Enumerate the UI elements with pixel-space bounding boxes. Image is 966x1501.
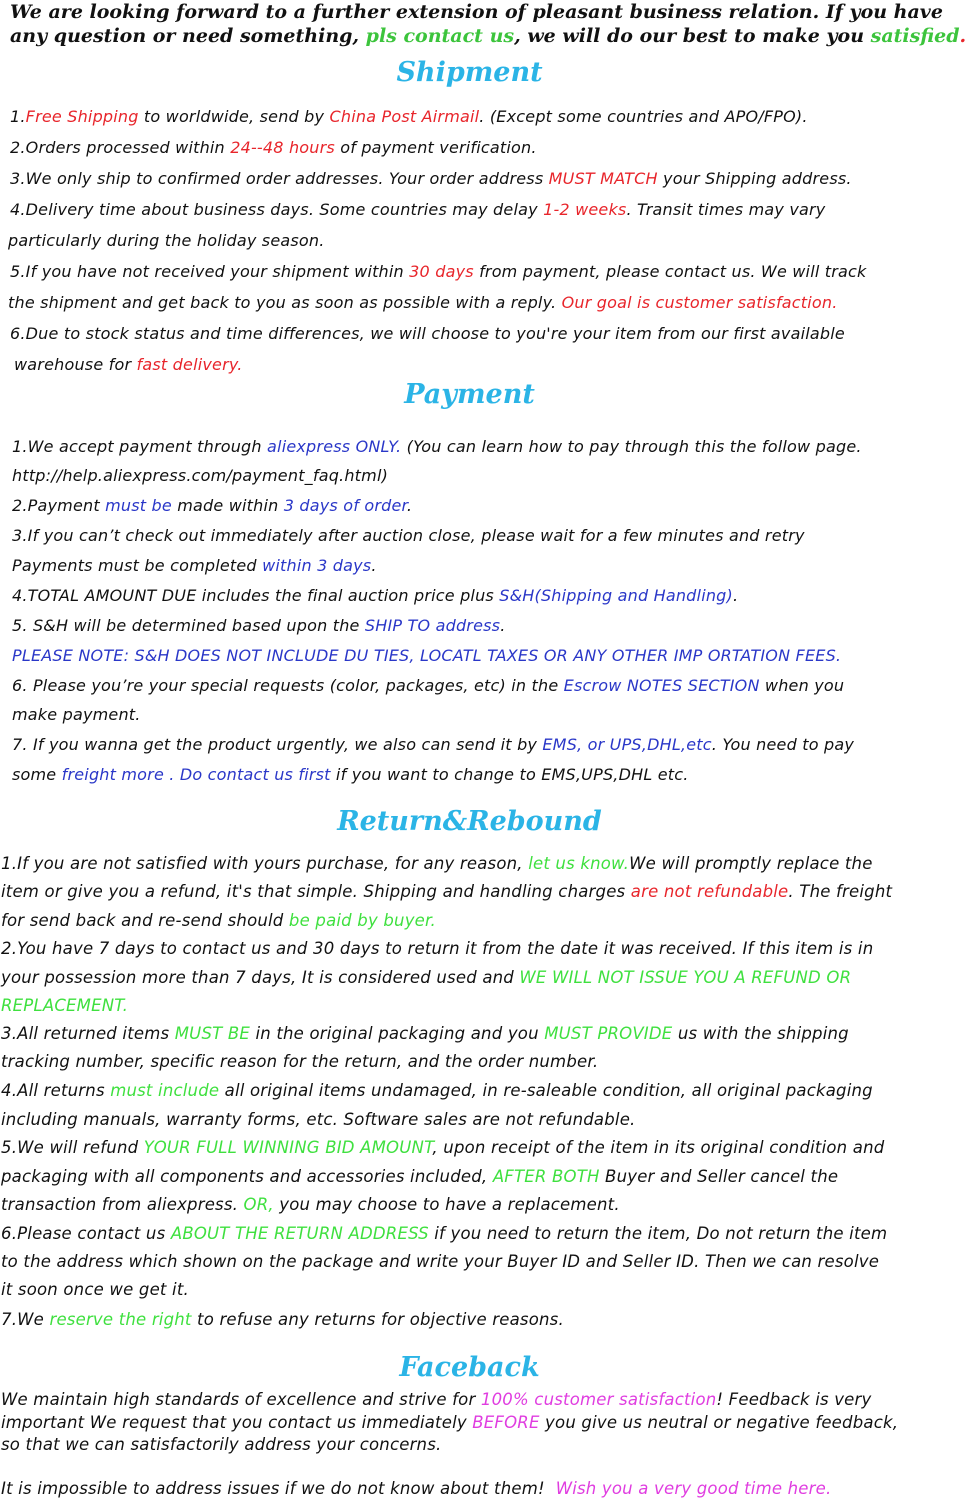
- text-segment: 4.Delivery time about business days. Some countries may delay: [10, 200, 544, 219]
- text-segment: 30 days: [409, 262, 474, 281]
- text-segment: 5.If you have not received your shipment within: [10, 262, 410, 281]
- return-line: [1, 1048, 598, 1077]
- text-segment: We will promptly replace the: [629, 854, 873, 873]
- text-segment: if you need to return the item, Do not return the item: [428, 1224, 888, 1243]
- text-segment: 4.All returns: [1, 1081, 111, 1100]
- text-segment: (You can learn how to pay through this the follow page.: [401, 437, 862, 456]
- text-segment: reserve the right: [49, 1310, 192, 1329]
- text-segment: must be: [105, 496, 172, 515]
- text-segment: , we will do our best to make you: [514, 25, 871, 47]
- text-segment: are not refundable: [630, 882, 789, 901]
- return-line: [1, 1306, 564, 1335]
- text-segment: to worldwide, send by: [138, 107, 330, 126]
- payment-line: [12, 671, 844, 701]
- text-segment: BEFORE: [472, 1413, 540, 1432]
- text-segment: , upon receipt of the item in its original condition and: [432, 1138, 885, 1157]
- text-segment: Free Shipping: [25, 107, 139, 126]
- return-line: [1, 1077, 873, 1106]
- text-segment: aliexpress ONLY.: [267, 437, 402, 456]
- text-segment: MUST BE: [174, 1024, 251, 1043]
- shipment-line: [10, 133, 537, 163]
- text-segment: S&H(Shipping and Handling): [499, 586, 733, 605]
- text-segment: make payment.: [12, 705, 141, 724]
- text-segment: including manuals, warranty forms, etc. Software sales are not refundable.: [1, 1110, 636, 1129]
- text-segment: within 3 days: [262, 556, 372, 575]
- text-segment: 2.Orders processed within: [10, 138, 231, 157]
- text-segment: must include: [110, 1081, 220, 1100]
- text-segment: 1.: [10, 107, 26, 126]
- text-segment: to the address which shown on the package and write your Buyer ID and Seller ID. Then we can resolve: [1, 1252, 880, 1271]
- text-segment: ABOUT THE RETURN ADDRESS: [170, 1224, 429, 1243]
- text-segment: .: [732, 586, 739, 605]
- text-segment: item or give you a refund, it's that simple. Shipping and handling charges: [1, 882, 631, 901]
- text-segment: 100% customer satisfaction: [480, 1390, 717, 1409]
- return-line: [1, 1163, 838, 1192]
- text-segment: .: [959, 25, 966, 47]
- shipment-line: [14, 350, 243, 380]
- text-segment: important We request that you contact us immediately: [1, 1413, 473, 1432]
- text-segment: .: [371, 556, 377, 575]
- text-segment: so that we can satisfactorily address your concerns.: [1, 1435, 442, 1454]
- payment-line: [12, 581, 738, 611]
- feedback-closing: [1, 1478, 831, 1501]
- text-segment: http://help.aliexpress.com/payment_faq.html): [12, 466, 389, 485]
- shipment-heading: Shipment: [396, 57, 543, 88]
- text-segment: 3.If you can’t check out immediately after auction close, please wait for a few minutes and retry: [12, 526, 805, 545]
- text-segment: it soon once we get it.: [1, 1280, 189, 1299]
- text-segment: .: [406, 496, 413, 515]
- payment-line: [12, 641, 841, 671]
- text-segment: your possession more than 7 days, It is considered used and: [1, 968, 520, 987]
- text-segment: Payments must be completed: [12, 556, 263, 575]
- text-segment: packaging with all components and accessories included,: [1, 1167, 493, 1186]
- return-line: [1, 1020, 849, 1049]
- text-segment: any question or need something,: [10, 25, 366, 47]
- payment-line: [12, 432, 862, 462]
- text-segment: Our goal is customer satisfaction.: [561, 293, 838, 312]
- text-segment: transaction from aliexpress.: [1, 1195, 244, 1214]
- return-line: [1, 907, 436, 936]
- return-line: [1, 1248, 879, 1277]
- text-segment: fast delivery.: [136, 355, 243, 374]
- text-segment: 2.Payment: [12, 496, 106, 515]
- return-line: [1, 1106, 636, 1135]
- text-segment: 1.If you are not satisfied with yours purchase, for any reason,: [1, 854, 529, 873]
- text-segment: EMS, or UPS,DHL,etc: [542, 735, 712, 754]
- text-segment: satisfied: [870, 25, 960, 47]
- text-segment: We maintain high standards of excellence and strive for: [1, 1390, 481, 1409]
- text-segment: warehouse for: [14, 355, 137, 374]
- text-segment: AFTER BOTH: [492, 1167, 600, 1186]
- text-segment: freight more . Do contact us first: [61, 765, 331, 784]
- text-segment: China Post Airmail: [329, 107, 480, 126]
- payment-line: [12, 461, 388, 491]
- payment-line: [12, 760, 689, 790]
- text-segment: us with the shipping: [672, 1024, 849, 1043]
- return-line: [1, 1276, 189, 1305]
- text-segment: 3.We only ship to confirmed order addresses. Your order address: [10, 169, 549, 188]
- shipment-line: [8, 288, 838, 318]
- text-segment: 1.We accept payment through: [12, 437, 268, 456]
- text-segment: 6.Due to stock status and time differences, we will choose to you're your item from our first available: [10, 324, 845, 343]
- shipment-line: [10, 102, 808, 132]
- text-segment: you may choose to have a replacement.: [273, 1195, 620, 1214]
- shipment-line: [8, 226, 325, 256]
- text-segment: your Shipping address.: [657, 169, 852, 188]
- text-segment: . (Except some countries and APO/FPO).: [479, 107, 808, 126]
- text-segment: 5.We will refund: [1, 1138, 144, 1157]
- text-segment: some: [12, 765, 62, 784]
- payment-line: [12, 551, 377, 581]
- text-segment: Buyer and Seller cancel the: [599, 1167, 839, 1186]
- text-segment: Wish you a very good time here.: [555, 1479, 832, 1498]
- return-line: [1, 1191, 620, 1220]
- text-segment: SHIP TO address: [364, 616, 501, 635]
- intro-text: [10, 0, 966, 48]
- text-segment: . The freight: [788, 882, 893, 901]
- text-segment: the shipment and get back to you as soon as possible with a reply.: [8, 293, 562, 312]
- payment-line: [12, 521, 805, 551]
- text-segment: ! Feedback is very: [716, 1390, 872, 1409]
- text-segment: MUST MATCH: [548, 169, 658, 188]
- return-line: [1, 1220, 887, 1249]
- return-line: [1, 935, 873, 964]
- shipment-line: [10, 195, 825, 225]
- text-segment: 7.We: [1, 1310, 50, 1329]
- intro-line: [10, 0, 943, 24]
- feedback-heading: Faceback: [399, 1352, 540, 1383]
- text-segment: of payment verification.: [334, 138, 537, 157]
- return-line: [1, 878, 892, 907]
- text-segment: 4.TOTAL AMOUNT DUE includes the final auction price plus: [12, 586, 500, 605]
- text-segment: you give us neutral or negative feedback,: [539, 1413, 899, 1432]
- text-segment: MUST PROVIDE: [544, 1024, 673, 1043]
- text-segment: 2.You have 7 days to contact us and 30 days to return it from the date it was received. If this item is in: [1, 939, 874, 958]
- text-segment: .: [500, 616, 506, 635]
- feedback-line: [1, 1434, 441, 1457]
- text-segment: let us know.: [528, 854, 630, 873]
- text-segment: when you: [759, 676, 845, 695]
- text-segment: . Transit times may vary: [626, 200, 826, 219]
- text-segment: WE WILL NOT ISSUE YOU A REFUND OR: [519, 968, 852, 987]
- text-segment: We are looking forward to a further extension of pleasant business relation. If you have: [10, 1, 943, 23]
- text-segment: REPLACEMENT.: [1, 996, 129, 1015]
- return-line: [1, 850, 873, 879]
- text-segment: made within: [171, 496, 284, 515]
- text-segment: all original items undamaged, in re-saleable condition, all original packaging: [219, 1081, 873, 1100]
- text-segment: tracking number, specific reason for the return, and the order number.: [1, 1052, 599, 1071]
- shipment-line: [10, 319, 845, 349]
- return-line: [1, 1134, 884, 1163]
- text-segment: . You need to pay: [711, 735, 855, 754]
- text-segment: in the original packaging and you: [250, 1024, 545, 1043]
- feedback-line: [1, 1412, 898, 1435]
- text-segment: particularly during the holiday season.: [8, 231, 325, 250]
- text-segment: to refuse any returns for objective reasons.: [191, 1310, 564, 1329]
- payment-line: [12, 611, 506, 641]
- shipment-line: [10, 164, 852, 194]
- text-segment: from payment, please contact us. We will track: [473, 262, 867, 281]
- text-segment: OR,: [243, 1195, 274, 1214]
- payment-line: [12, 491, 412, 521]
- text-segment: Escrow NOTES SECTION: [563, 676, 760, 695]
- text-segment: 6.Please contact us: [1, 1224, 171, 1243]
- payment-line: [12, 730, 854, 760]
- text-segment: 5. S&H will be determined based upon the: [12, 616, 365, 635]
- return-heading: Return&Rebound: [337, 806, 602, 837]
- feedback-line: [1, 1389, 871, 1412]
- return-line: [1, 964, 851, 993]
- text-segment: 24--48 hours: [230, 138, 335, 157]
- text-segment: 3 days of order: [283, 496, 407, 515]
- text-segment: if you want to change to EMS,UPS,DHL etc.: [330, 765, 689, 784]
- payment-heading: Payment: [404, 379, 535, 410]
- shipment-line: [10, 257, 867, 287]
- text-segment: 6. Please you’re your special requests (color, packages, etc) in the: [12, 676, 564, 695]
- text-segment: YOUR FULL WINNING BID AMOUNT: [143, 1138, 433, 1157]
- payment-line: [12, 700, 141, 730]
- text-segment: It is impossible to address issues if we do not know about them!: [1, 1479, 556, 1498]
- text-segment: 3.All returned items: [1, 1024, 175, 1043]
- text-segment: 7. If you wanna get the product urgently, we also can send it by: [12, 735, 543, 754]
- text-segment: for send back and re-send should: [1, 911, 289, 930]
- text-segment: be paid by buyer.: [288, 911, 436, 930]
- intro-line: [10, 24, 966, 48]
- return-line: [1, 992, 128, 1021]
- text-segment: PLEASE NOTE: S&H DOES NOT INCLUDE DU TIES, LOCATL TAXES OR ANY OTHER IMP ORTATION FEES.: [12, 646, 842, 665]
- text-segment: 1-2 weeks: [543, 200, 627, 219]
- text-segment: pls contact us: [365, 25, 515, 47]
